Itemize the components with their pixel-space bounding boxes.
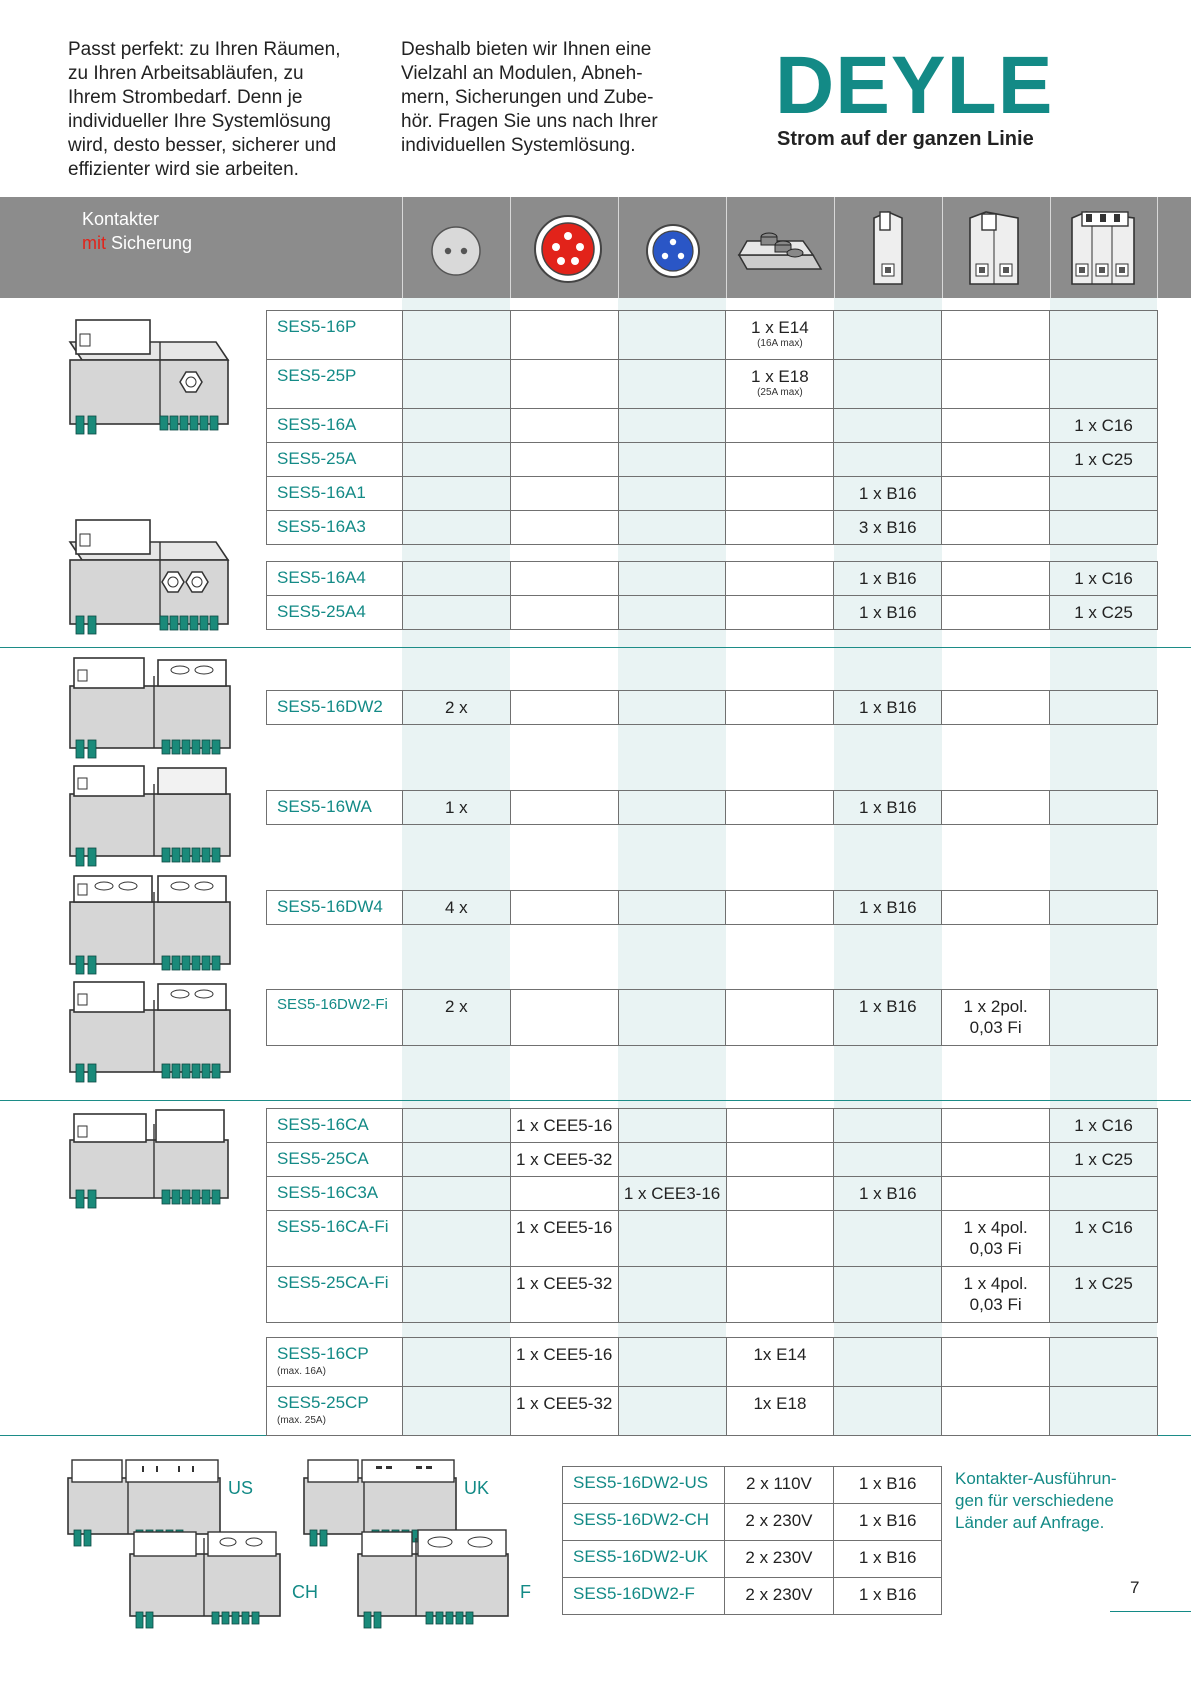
device-illustration [66,512,236,642]
table-cell: 1 x [402,791,510,825]
table-cell: 1 x C16 [1050,1211,1158,1267]
page-number-rule [1110,1611,1191,1612]
product-name: SES5-16A1 [267,477,403,511]
table-cell: 1 x B16 [834,1578,942,1615]
product-table-wa [266,790,1158,825]
table-cell: 1 x C16 [1050,409,1158,443]
table-cell: 1 x CEE5-32 [510,1143,618,1177]
logo-tagline: Strom auf der ganzen Linie [777,128,1034,150]
table-row [267,1387,1158,1436]
product-name: SES5-16C3A [267,1177,403,1211]
table-cell: 1 x CEE5-16 [510,1109,618,1143]
table-cell: 1 x B16 [834,1467,942,1504]
intro-line: Deshalb bieten wir Ihnen eine [401,39,652,60]
intro-line: zu Ihren Arbeitsabläufen, zu [68,63,304,84]
table-cell: 1 x B16 [834,891,942,925]
table-cell: 1 x C25 [1050,1143,1158,1177]
intro-line: individuellen Systemlösung. [401,135,636,156]
table-row [267,311,1158,360]
table-row [267,1177,1158,1211]
table-row [267,1267,1158,1323]
table-row [267,1338,1158,1387]
country-label-us: US [228,1478,254,1498]
header-label-mit: mit [82,233,106,253]
product-name: SES5-16CA [267,1109,403,1143]
product-name: SES5-16CP (max. 16A) [267,1338,403,1387]
product-name: SES5-16DW2 [267,691,403,725]
deyle-logo [775,40,1085,151]
section-separator [0,1100,1191,1101]
country-label-ch: CH [292,1582,318,1602]
header-divider [834,197,835,298]
product-name: SES5-16A4 [267,562,403,596]
table-cell: 1 x CEE5-16 [510,1211,618,1267]
table-row [267,691,1158,725]
device-illustration-ch [128,1524,288,1634]
table-cell: 1 x B16 [834,1504,942,1541]
header-divider [510,197,511,298]
table-cell: 1 x 4pol. 0,03 Fi [942,1211,1050,1267]
schuko-socket-icon [430,225,482,277]
table-cell: 4 x [402,891,510,925]
table-row [563,1541,942,1578]
product-table-dw2-fi [266,989,1158,1046]
table-row [563,1578,942,1615]
table-cell: 1 x C16 [1050,562,1158,596]
product-name: SES5-25A [267,443,403,477]
table-cell: 1 x B16 [834,562,942,596]
circuit-breaker-1pol-icon [866,208,910,288]
table-cell: 1x E14 [726,1338,834,1387]
header-divider [942,197,943,298]
intro-line: Ihrem Strombedarf. Denn je [68,87,303,108]
fuse-holder-icon [733,225,825,275]
table-cell: 2 x 230V [724,1578,834,1615]
rcd-2pol-icon [964,208,1024,288]
product-name: SES5-25CA-Fi [267,1267,403,1323]
product-name: SES5-16DW2-CH [563,1504,725,1541]
table-row [267,596,1158,630]
product-name: SES5-25CP (max. 25A) [267,1387,403,1436]
intro-line: Vielzahl an Modulen, Abneh- [401,63,643,84]
table-cell: 1 x B16 [834,791,942,825]
product-name: SES5-16WA [267,791,403,825]
header-label-rest: Sicherung [106,233,193,253]
product-table-dw2 [266,690,1158,725]
table-cell: 1 x C25 [1050,443,1158,477]
device-illustration-f [356,1524,516,1634]
header-divider [726,197,727,298]
table-cell: 2 x [402,691,510,725]
page-number: 7 [1130,1578,1140,1597]
table-cell: 2 x [402,990,510,1046]
logo-wordmark: DEYLE [775,40,1054,131]
table-row [267,360,1158,409]
product-table-group3 [266,1108,1158,1323]
device-illustration [66,976,236,1088]
cee-blue-socket-icon [645,223,701,279]
table-cell: 1 x 4pol. 0,03 Fi [942,1267,1050,1323]
table-cell: 1 x C16 [1050,1109,1158,1143]
product-table-group1 [266,310,1158,545]
table-cell: 2 x 230V [724,1541,834,1578]
table-row [267,443,1158,477]
table-row [563,1467,942,1504]
table-cell: 1 x 2pol. 0,03 Fi [942,990,1050,1046]
header-label-line1: Kontakter [82,209,160,229]
table-cell: 1 x CEE3-16 [618,1177,726,1211]
cee-red-socket-icon [533,214,603,284]
table-cell: 1x E18 [726,1387,834,1436]
product-name: SES5-16A3 [267,511,403,545]
table-row [267,562,1158,596]
product-name: SES5-16DW2-US [563,1467,725,1504]
product-name: SES5-16DW2-Fi [267,990,403,1046]
table-row [267,1211,1158,1267]
table-row [267,409,1158,443]
product-name: SES5-25P [267,360,403,409]
table-cell: 1 x B16 [834,990,942,1046]
country-note: Kontakter-Ausführun- gen für verschiedene Länder auf Anfrage. [955,1469,1117,1532]
device-illustration [66,868,236,980]
table-row [267,1109,1158,1143]
intro-line: wird, desto besser, sicherer und [68,135,337,156]
intro-line: mern, Sicherungen und Zube- [401,87,654,108]
country-variants-table [562,1466,942,1615]
table-cell: 1 x E14 (16A max) [726,311,834,360]
product-name: SES5-25A4 [267,596,403,630]
table-cell: 1 x B16 [834,1541,942,1578]
table-cell: 1 x E18 (25A max) [726,360,834,409]
intro-line: hör. Fragen Sie uns nach Ihrer [401,111,658,132]
table-cell: 1 x CEE5-32 [510,1267,618,1323]
product-name: SES5-25CA [267,1143,403,1177]
table-cell: 1 x C25 [1050,1267,1158,1323]
intro-line: effizienter wird sie arbeiten. [68,159,299,180]
product-name: SES5-16DW4 [267,891,403,925]
table-cell: 1 x C25 [1050,596,1158,630]
intro-line: individueller Ihre Systemlösung [68,111,331,132]
header-divider [402,197,403,298]
intro-column-1 [68,38,340,182]
product-name: SES5-16P [267,311,403,360]
intro-column-2 [401,38,658,158]
table-row [267,1143,1158,1177]
device-illustration [66,760,236,872]
country-label-uk: UK [464,1478,490,1498]
table-cell: 1 x CEE5-32 [510,1387,618,1436]
table-row [267,477,1158,511]
table-row [267,990,1158,1046]
table-cell: 1 x B16 [834,1177,942,1211]
product-table-group4 [266,1337,1158,1436]
intro-line: Passt perfekt: zu Ihren Räumen, [68,39,341,60]
header-divider [1050,197,1051,298]
country-label-f: F [520,1582,531,1602]
device-illustration [66,652,236,764]
device-illustration [66,312,236,442]
table-cell: 3 x B16 [834,511,942,545]
table-row [267,511,1158,545]
header-divider [1157,197,1158,298]
header-label [82,207,192,255]
product-table-group2 [266,561,1158,630]
product-name: SES5-16CA-Fi [267,1211,403,1267]
table-cell: 1 x B16 [834,691,942,725]
table-cell: 2 x 230V [724,1504,834,1541]
table-row [267,791,1158,825]
table-cell: 1 x CEE5-16 [510,1338,618,1387]
product-name: SES5-16DW2-F [563,1578,725,1615]
table-cell: 1 x B16 [834,596,942,630]
table-cell: 2 x 110V [724,1467,834,1504]
device-illustration [66,1104,236,1214]
table-cell: 1 x B16 [834,477,942,511]
header-label-line2 [82,231,192,255]
table-row [563,1504,942,1541]
circuit-breaker-3pol-icon [1066,208,1140,288]
header-divider [618,197,619,298]
product-table-dw4 [266,890,1158,925]
section-separator [0,647,1191,648]
product-name: SES5-16A [267,409,403,443]
table-row [267,891,1158,925]
product-name: SES5-16DW2-UK [563,1541,725,1578]
